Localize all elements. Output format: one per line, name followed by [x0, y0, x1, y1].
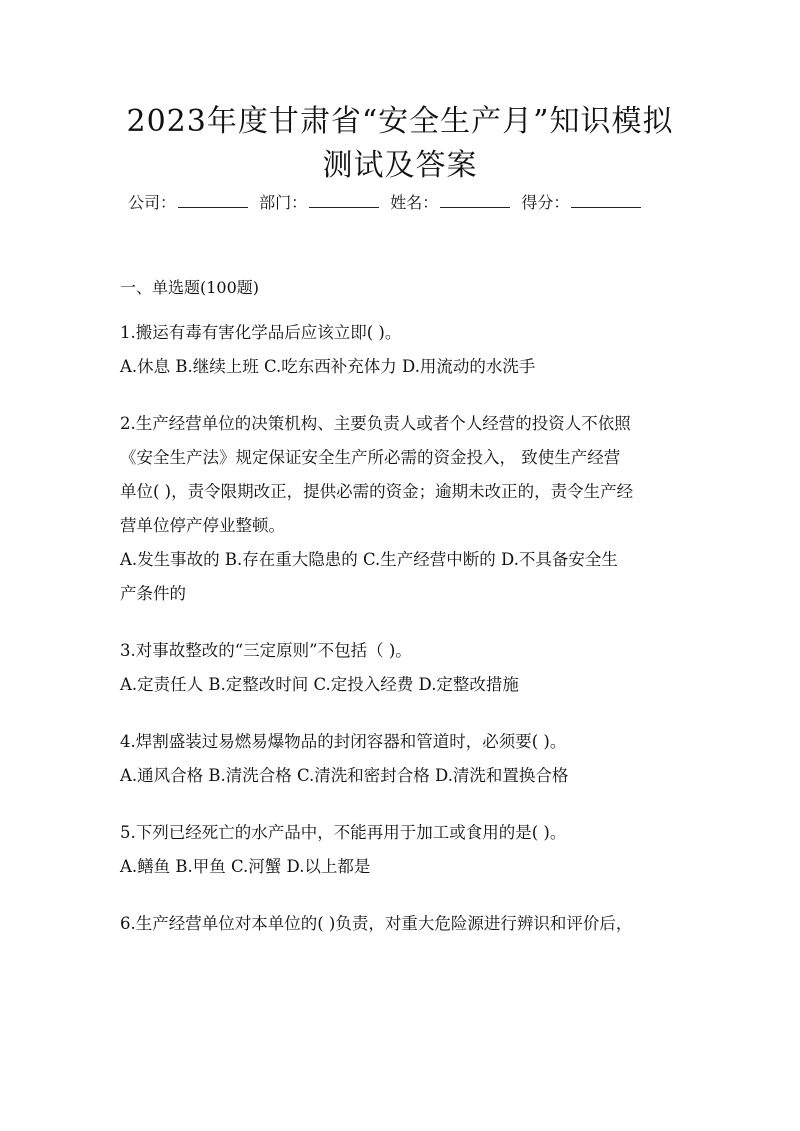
name-blank [440, 193, 510, 208]
document-title-line-1: 2023年度甘肃省“安全生产月”知识模拟 [126, 104, 674, 139]
question-item [120, 907, 690, 941]
question-item [120, 816, 690, 884]
question-stem-line: 5.下列已经死亡的水产品中，不能再用于加工或食用的是( )。 [120, 823, 567, 842]
question-option-line: A.休息 B.继续上班 C.吃东西补充体力 D.用流动的水洗手 [120, 357, 536, 376]
question-option-line: A.鳝鱼 B.甲鱼 C.河蟹 D.以上都是 [120, 857, 371, 876]
question-stem-line: 单位( )，责令限期改正，提供必需的资金；逾期未改正的，责令生产经 [120, 482, 634, 501]
question-options [120, 850, 690, 884]
score-field [521, 192, 641, 214]
question-stem-line: 营单位停产停业整顿。 [120, 516, 285, 535]
company-label: 公司： [128, 193, 177, 212]
question-stem-line: 《安全生产法》规定保证安全生产所必需的资金投入， 致使生产经营 [120, 448, 621, 467]
question-option-line: A.定责任人 B.定整改时间 C.定投入经费 D.定整改措施 [120, 675, 519, 694]
question-stem-line: 6.生产经营单位对本单位的( )负责，对重大危险源进行辨识和评价后， [120, 914, 633, 933]
question-option-line: A.发生事故的 B.存在重大隐患的 C.生产经营中断的 D.不具备安全生 [120, 550, 618, 569]
question-options [120, 350, 690, 384]
question-stem [120, 725, 690, 759]
department-field [259, 192, 379, 214]
question-options [120, 543, 690, 611]
question-stem-line: 4.焊割盛装过易燃易爆物品的封闭容器和管道时，必须要( )。 [120, 732, 567, 751]
question-list [120, 316, 690, 964]
question-item [120, 316, 690, 384]
question-options [120, 759, 690, 793]
name-field [390, 192, 510, 214]
question-stem-line: 1.搬运有毒有害化学品后应该立即( )。 [120, 323, 402, 342]
question-option-line: 产条件的 [120, 584, 186, 603]
company-field [128, 192, 248, 214]
question-options [120, 668, 690, 702]
department-label: 部门： [259, 193, 308, 212]
question-stem [120, 634, 690, 668]
question-item [120, 725, 690, 793]
question-stem [120, 407, 690, 543]
name-label: 姓名： [390, 193, 439, 212]
score-blank [571, 193, 641, 208]
question-item [120, 407, 690, 611]
section-heading: 一、单选题(100题) [120, 278, 260, 297]
document-title-line-2: 测试及答案 [322, 148, 478, 183]
question-item [120, 634, 690, 702]
question-stem [120, 907, 690, 941]
question-option-line: A.通风合格 B.清洗合格 C.清洗和密封合格 D.清洗和置换合格 [120, 766, 569, 785]
info-row [128, 192, 688, 214]
question-stem [120, 816, 690, 850]
question-stem-line: 2.生产经营单位的决策机构、主要负责人或者个人经营的投资人不依照 [120, 414, 631, 433]
question-stem-line: 3.对事故整改的“三定原则”不包括（ )。 [120, 641, 412, 660]
department-blank [309, 193, 379, 208]
company-blank [178, 193, 248, 208]
score-label: 得分： [521, 193, 570, 212]
question-stem [120, 316, 690, 350]
